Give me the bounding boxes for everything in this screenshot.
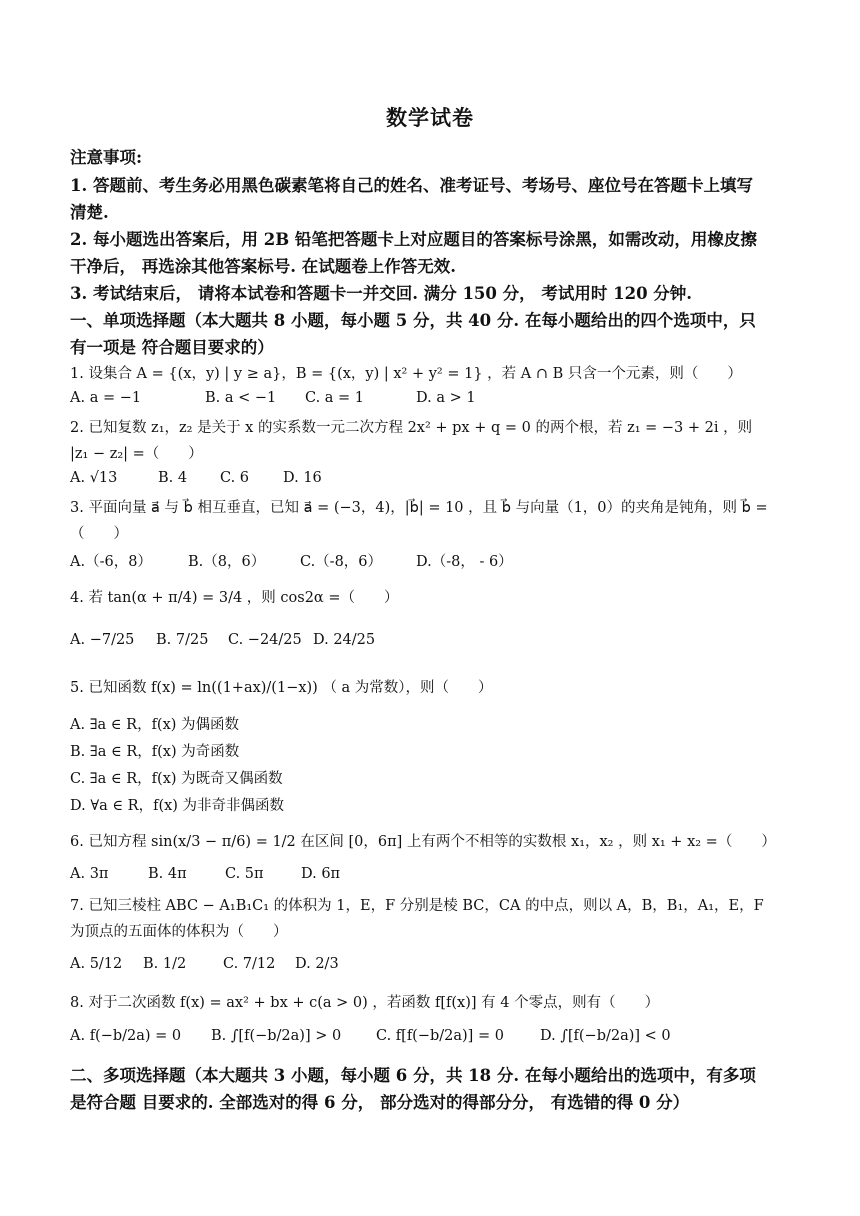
q1-option-a: A. a = −1 xyxy=(70,390,142,406)
q6-option-c: C. 5π xyxy=(225,866,264,882)
q8-option-d: D. ∫[f(−b/2a)] < 0 xyxy=(540,1028,671,1044)
q6-option-b: B. 4π xyxy=(148,866,187,882)
section-1-heading-line-1: 一、单项选择题（本大题共 8 小题，每小题 5 分，共 40 分. 在每小题给出的四个选项中，只 xyxy=(70,311,756,330)
q5-option-c: C. ∃a ∈ R，f(x) 为既奇又偶函数 xyxy=(70,771,283,787)
q5-option-d: D. ∀a ∈ R，f(x) 为非奇非偶函数 xyxy=(70,798,285,814)
question-3-stem-line-2: （ ） xyxy=(70,526,128,542)
q8-option-a: A. f(−b/2a) = 0 xyxy=(70,1028,182,1044)
note-1-line-2: 清楚. xyxy=(70,203,109,222)
question-2-stem-line-1: 2. 已知复数 z₁，z₂ 是关于 x 的实系数一元二次方程 2x² + px + q = 0 的两个根，若 z₁ = −3 + 2i ，则 xyxy=(70,420,753,436)
question-5-stem: 5. 已知函数 f(x) = ln((1+ax)/(1−x)) （ a 为常数），则（ ） xyxy=(70,680,493,696)
notes-heading: 注意事项: xyxy=(70,148,143,167)
q8-option-b: B. ∫[f(−b/2a)] > 0 xyxy=(211,1028,342,1044)
question-1-stem: 1. 设集合 A = {(x，y) | y ≥ a}，B = {(x，y) | x² + y² = 1} ，若 A ∩ B 只含一个元素，则（ ） xyxy=(70,366,742,382)
q3-option-d: D.（-8， - 6） xyxy=(416,554,513,570)
question-7-stem-line-2: 为顶点的五面体的体积为（ ） xyxy=(70,924,288,940)
q7-option-d: D. 2/3 xyxy=(295,956,339,972)
q2-option-a: A. √13 xyxy=(70,470,118,486)
q4-option-a: A. −7/25 xyxy=(70,632,135,648)
q4-option-d: D. 24/25 xyxy=(313,632,376,648)
q7-option-a: A. 5/12 xyxy=(70,956,123,972)
q4-option-c: C. −24/25 xyxy=(228,632,302,648)
q4-option-b: B. 7/25 xyxy=(156,632,209,648)
note-2-line-1: 2. 每小题选出答案后，用 2B 铅笔把答题卡上对应题目的答案标号涂黑，如需改动，用橡皮擦 xyxy=(70,230,757,249)
note-2-line-2: 干净后， 再选涂其他答案标号. 在试题卷上作答无效. xyxy=(70,257,456,276)
question-8-stem: 8. 对于二次函数 f(x) = ax² + bx + c(a > 0) ，若函数 f[f(x)] 有 4 个零点，则有（ ） xyxy=(70,995,660,1011)
q5-option-b: B. ∃a ∈ R，f(x) 为奇函数 xyxy=(70,744,240,760)
question-4-stem: 4. 若 tan(α + π/4) = 3/4 ，则 cos2α =（ ） xyxy=(70,590,399,606)
section-2-heading-line-1: 二、多项选择题（本大题共 3 小题，每小题 6 分，共 18 分. 在每小题给出的选项中，有多项 xyxy=(70,1066,756,1085)
q8-option-c: C. f[f(−b/2a)] = 0 xyxy=(376,1028,504,1044)
q5-option-a: A. ∃a ∈ R，f(x) 为偶函数 xyxy=(70,717,240,733)
q2-option-d: D. 16 xyxy=(283,470,322,486)
question-2-stem-line-2: |z₁ − z₂| =（ ） xyxy=(70,446,203,462)
page-title: 数学试卷 xyxy=(386,105,474,130)
q2-option-b: B. 4 xyxy=(158,470,188,486)
question-6-stem: 6. 已知方程 sin(x/3 − π/6) = 1/2 在区间 [0，6π] 上有两个不相等的实数根 x₁，x₂ ，则 x₁ + x₂ =（ ） xyxy=(70,834,776,850)
section-1-heading-line-2: 有一项是 符合题目要求的） xyxy=(70,338,274,357)
q1-option-c: C. a = 1 xyxy=(305,390,365,406)
question-7-stem-line-1: 7. 已知三棱柱 ABC − A₁B₁C₁ 的体积为 1，E，F 分别是棱 BC，CA 的中点，则以 A，B，B₁，A₁，E，F xyxy=(70,898,764,914)
section-2-heading-line-2: 是符合题 目要求的. 全部选对的得 6 分， 部分选对的得部分分， 有选错的得 0 分） xyxy=(70,1093,690,1112)
note-1-line-1: 1. 答题前、考生务必用黑色碳素笔将自己的姓名、准考证号、考场号、座位号在答题卡上填写 xyxy=(70,176,753,195)
note-3: 3. 考试结束后， 请将本试卷和答题卡一并交回. 满分 150 分， 考试用时 120 分钟. xyxy=(70,284,693,303)
q7-option-c: C. 7/12 xyxy=(223,956,276,972)
q3-option-c: C.（-8，6） xyxy=(300,554,383,570)
q6-option-d: D. 6π xyxy=(301,866,341,882)
q7-option-b: B. 1/2 xyxy=(143,956,187,972)
q6-option-a: A. 3π xyxy=(70,866,109,882)
q2-option-c: C. 6 xyxy=(220,470,250,486)
q3-option-a: A.（-6，8） xyxy=(70,554,152,570)
q1-option-b: B. a < −1 xyxy=(205,390,277,406)
q3-option-b: B.（8，6） xyxy=(188,554,266,570)
q1-option-d: D. a > 1 xyxy=(416,390,476,406)
question-3-stem-line-1: 3. 平面向量 a⃗ 与 b⃗ 相互垂直，已知 a⃗ = (−3，4)，|b⃗| = 10 ，且 b⃗ 与向量（1，0）的夹角是钝角，则 b⃗ = xyxy=(70,500,768,516)
